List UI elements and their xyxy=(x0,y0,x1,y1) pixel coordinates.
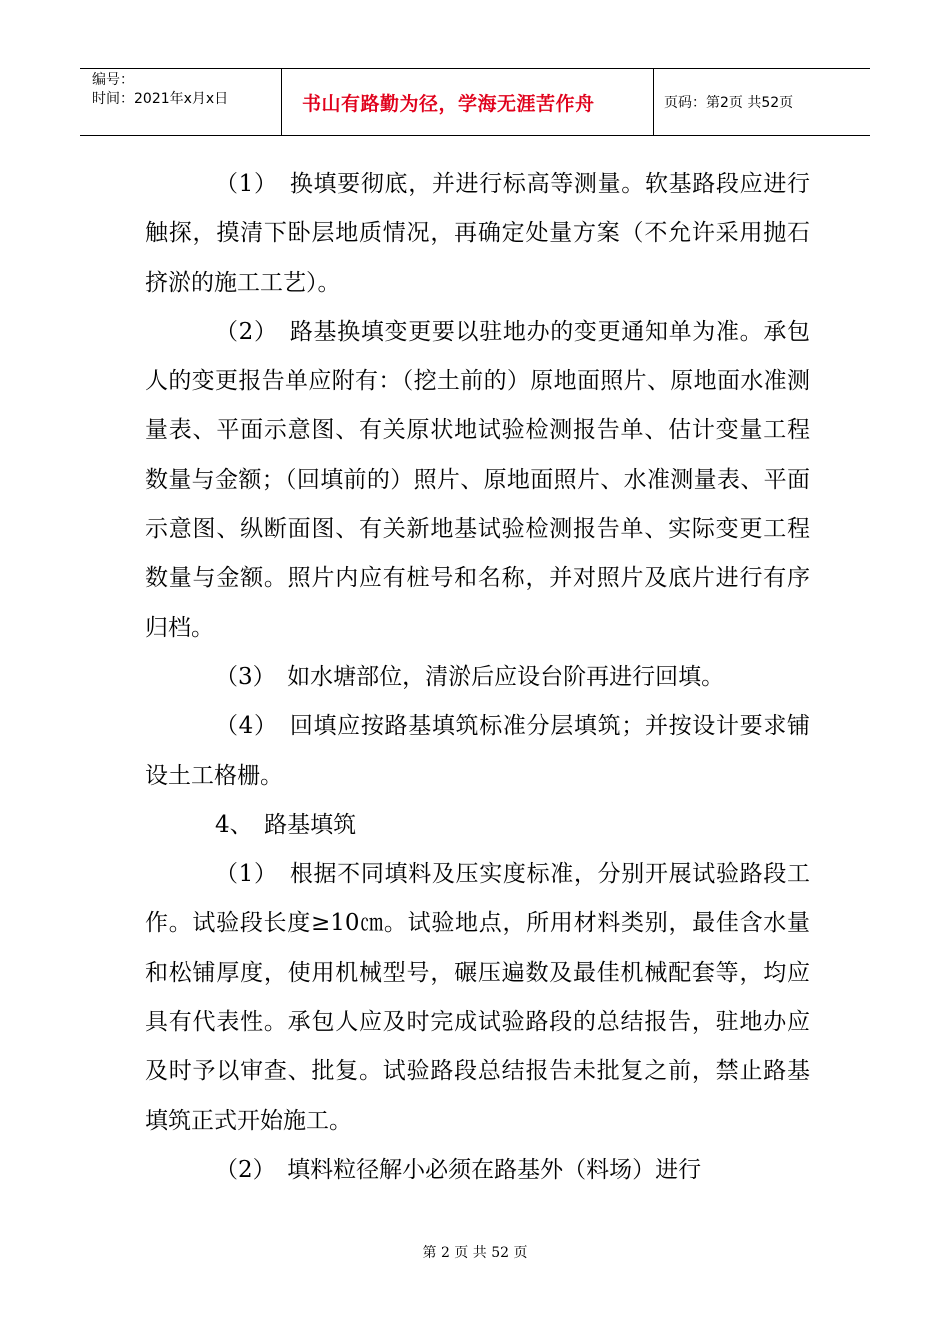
paragraph-4: （4） 回填应按路基填筑标准分层填筑；并按设计要求铺设土工格栅。 xyxy=(145,713,810,789)
page-footer: 第 2 页 共 52 页 xyxy=(422,1245,528,1261)
paragraph-6: （2） 填料粒径解小必须在路基外（料场）进行 xyxy=(215,1156,702,1183)
paragraph-1: （1） 换填要彻底，并进行标高等测量。软基路段应进行触探，摸清下卧层地质情况，再确定处量方案（不允许采用抛石挤淤的施工工艺）。 xyxy=(145,171,810,296)
document-header xyxy=(80,68,870,136)
section-heading-4: 4、 路基填筑 xyxy=(215,811,357,838)
document-body xyxy=(145,160,810,1195)
paragraph-2: （2） 路基换填变更要以驻地办的变更通知单为准。承包人的变更报告单应附有：（挖土前的）原地面照片、原地面水准测量表、平面示意图、有关原状地试验检测报告单、估计变量工程数量与金额；（回填前的）照片、原地面照片、水准测量表、平面示意图、纵断面图、有关新地基试验检测报告单、实际变更工程数量与金额。照片内应有桩号和名称，并对照片及底片进行有序归档。 xyxy=(145,318,810,641)
paragraph-5: （1） 根据不同填料及压实度标准，分别开展试验路段工作。试验段长度≥10㎝。试验地点，所用材料类别，最佳含水量和松铺厚度，使用机械型号，碾压遍数及最佳机械配套等，均应具有代表性。承包人应及时完成试验路段的总结报告，驻地办应及时予以审查、批复。试验路段总结报告未批复之前，禁止路基填筑正式开始施工。 xyxy=(145,861,810,1134)
document-number-label: 编号： xyxy=(92,72,134,88)
header-motto: 书山有路勤为径，学海无涯苦作舟 xyxy=(282,69,654,135)
header-page-info: 页码：第2页 共52页 xyxy=(664,95,794,111)
header-meta-cell xyxy=(80,69,282,135)
paragraph-3: （3） 如水塘部位，清淤后应设台阶再进行回填。 xyxy=(215,663,725,690)
document-time-label: 时间：2021年x月x日 xyxy=(92,91,229,107)
